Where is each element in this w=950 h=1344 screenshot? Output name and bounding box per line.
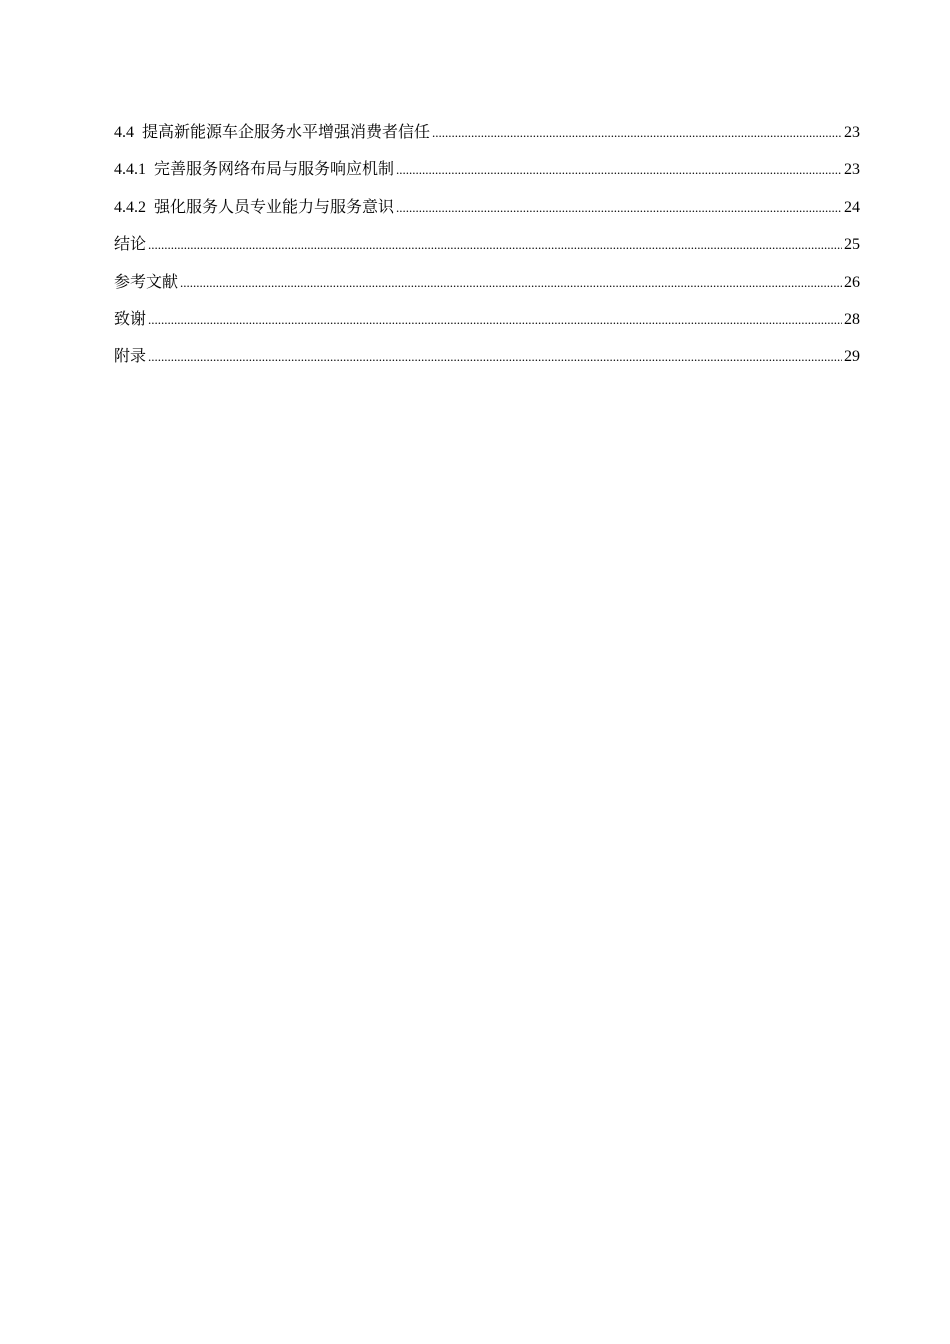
toc-dot-leader bbox=[148, 306, 842, 334]
toc-entry-page: 26 bbox=[844, 273, 860, 291]
toc-entry-number: 4.4.1 bbox=[114, 161, 146, 179]
toc-entry-appendix[interactable] bbox=[114, 343, 860, 380]
toc-dot-leader bbox=[396, 156, 842, 184]
toc-entry-page: 29 bbox=[844, 348, 860, 366]
toc-entry-page: 28 bbox=[844, 310, 860, 328]
toc-entry-title: 参考文献 bbox=[114, 273, 179, 291]
toc-entry-page: 23 bbox=[844, 124, 860, 141]
toc-entry-4-4[interactable] bbox=[114, 119, 860, 156]
toc-entry-4-4-2[interactable] bbox=[114, 194, 860, 231]
toc-dot-leader bbox=[432, 119, 842, 147]
toc-entry-4-4-1[interactable] bbox=[114, 156, 860, 193]
toc-entry-page: 25 bbox=[844, 236, 860, 254]
toc-entry-acknowledgements[interactable] bbox=[114, 306, 860, 343]
toc-dot-leader bbox=[396, 194, 842, 222]
toc-dot-leader bbox=[180, 269, 842, 297]
toc-dot-leader bbox=[148, 231, 842, 259]
toc-entry-title: 结论 bbox=[114, 236, 147, 254]
toc-entry-number: 4.4.2 bbox=[114, 198, 146, 216]
toc-entry-page: 23 bbox=[844, 161, 860, 179]
toc-entry-page: 24 bbox=[844, 198, 860, 216]
toc-entry-title: 致谢 bbox=[114, 310, 147, 328]
toc-entry-references[interactable] bbox=[114, 269, 860, 306]
toc-entry-conclusion[interactable] bbox=[114, 231, 860, 268]
toc-entry-title: 完善服务网络布局与服务响应机制 bbox=[154, 161, 395, 179]
toc-entry-title: 附录 bbox=[114, 348, 147, 366]
toc-entry-title: 强化服务人员专业能力与服务意识 bbox=[154, 198, 395, 216]
toc-entry-title: 提高新能源车企服务水平增强消费者信任 bbox=[142, 124, 431, 141]
toc-entry-number: 4.4 bbox=[114, 124, 134, 141]
table-of-contents bbox=[114, 119, 860, 381]
toc-dot-leader bbox=[148, 343, 842, 371]
